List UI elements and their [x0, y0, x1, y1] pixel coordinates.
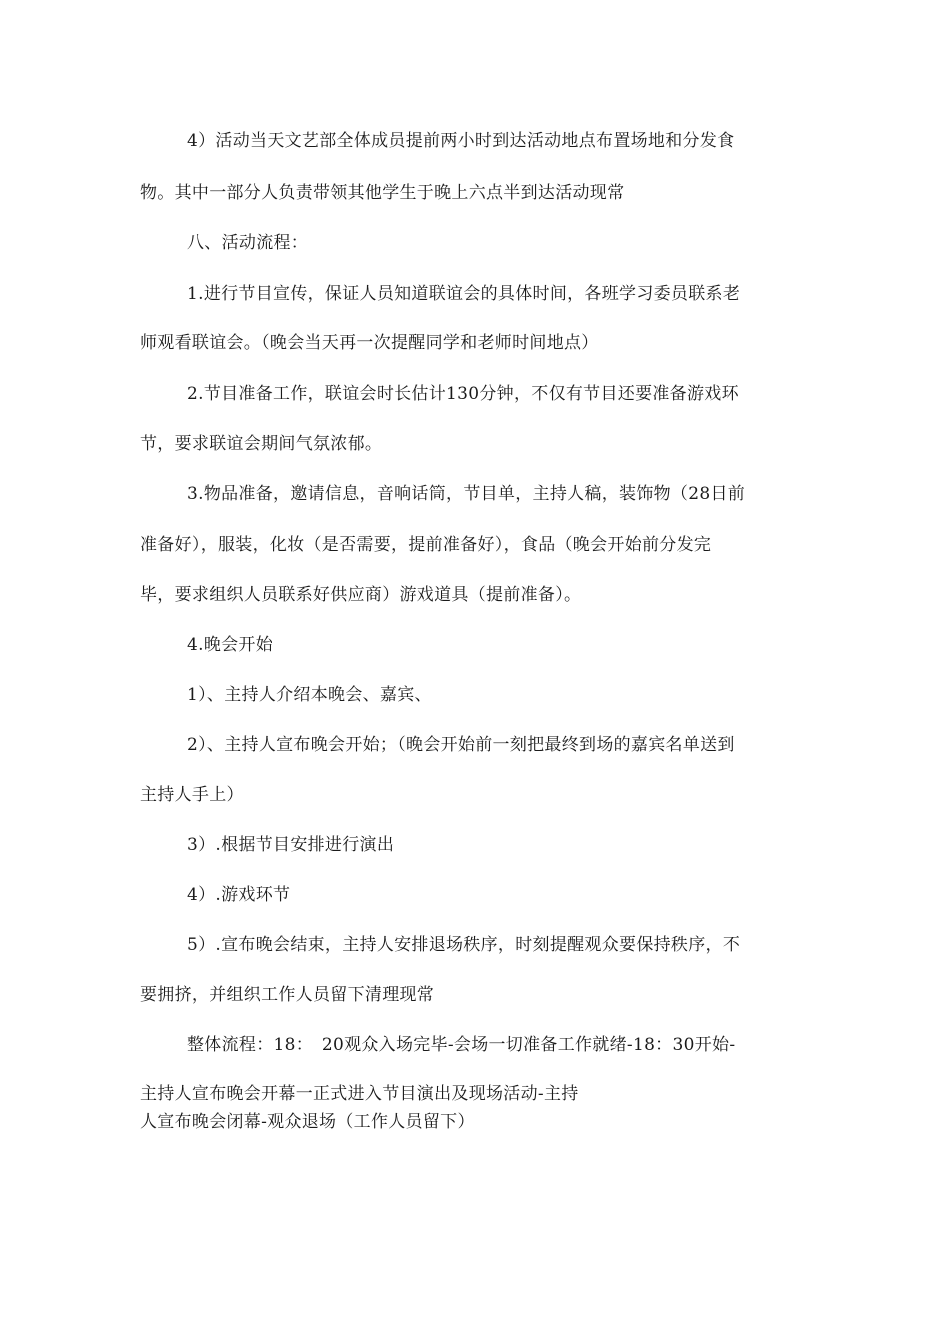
- text-line: 毕，要求组织人员联系好供应商）游戏道具（提前准备）。: [140, 585, 582, 605]
- text-line: 2）、主持人宣布晚会开始；（晚会开始前一刻把最终到场的嘉宾名单送到: [187, 735, 735, 755]
- text-line: 整体流程：18： 20观众入场完毕-会场一切准备工作就绪-18：30开始-: [187, 1035, 736, 1055]
- text-line: 1）、主持人介绍本晚会、嘉宾、: [187, 685, 432, 705]
- text-line: 3）.根据节目安排进行演出: [187, 835, 395, 855]
- text-line: 2.节目准备工作，联谊会时长估计130分钟，不仅有节目还要准备游戏环: [187, 384, 739, 404]
- text-line: 物。其中一部分人负责带领其他学生于晚上六点半到达活动现常: [140, 183, 625, 203]
- text-line: 4.晚会开始: [187, 635, 274, 655]
- text-line: 3.物品准备，邀请信息，音响话筒，节目单，主持人稿，装饰物（28日前: [187, 484, 746, 504]
- text-line: 节，要求联谊会期间气氛浓郁。: [140, 434, 383, 454]
- text-line: 1.进行节目宣传，保证人员知道联谊会的具体时间，各班学习委员联系老: [187, 284, 741, 304]
- section-heading: 八、活动流程：: [187, 233, 309, 253]
- text-line: 主持人手上）: [140, 785, 244, 805]
- text-line: 4）.游戏环节: [187, 885, 291, 905]
- text-line: 准备好），服装，化妆（是否需要，提前准备好），食品（晚会开始前分发完: [140, 535, 712, 555]
- text-line: 要拥挤，并组织工作人员留下清理现常: [140, 985, 435, 1005]
- text-line: 4）活动当天文艺部全体成员提前两小时到达活动地点布置场地和分发食: [187, 131, 735, 151]
- text-line: 主持人宣布晚会开幕一正式进入节目演出及现场活动-主持: [140, 1084, 579, 1104]
- text-line: 5）.宣布晚会结束，主持人安排退场秩序，时刻提醒观众要保持秩序，不: [187, 935, 741, 955]
- text-line: 师观看联谊会。（晚会当天再一次提醒同学和老师时间地点）: [140, 333, 599, 353]
- text-line: 人宣布晚会闭幕-观众退场（工作人员留下）: [140, 1112, 475, 1132]
